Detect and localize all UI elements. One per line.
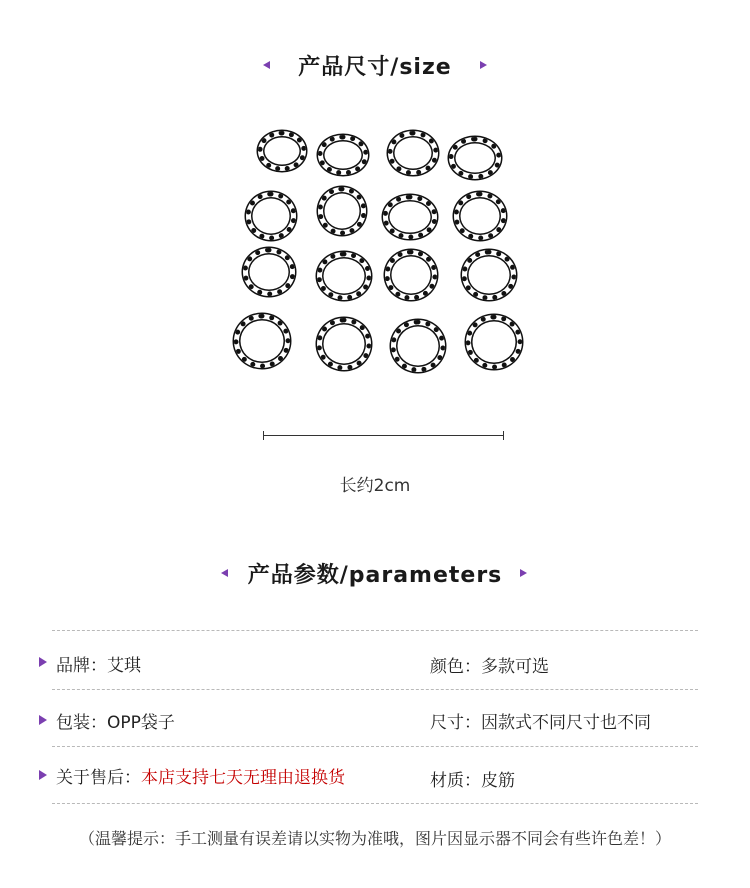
hair-tie: [385, 250, 437, 300]
hair-tie: [383, 195, 437, 239]
size-value: 因款式不同尺寸也不同: [481, 713, 651, 733]
hair-tie: [317, 318, 371, 370]
ruler-tick-left: [263, 431, 264, 440]
ruler-label: 长约2cm: [339, 476, 411, 496]
hair-tie: [466, 315, 522, 369]
material-param: [430, 766, 515, 791]
hair-tie: [388, 131, 438, 175]
brand-param: [56, 651, 141, 676]
ruler-tick-right: [503, 431, 504, 440]
color-label: 颜色：: [430, 657, 481, 677]
aftersale-value: 本店支持七天无理由退换货: [141, 768, 345, 788]
hair-tie: [454, 192, 506, 240]
measurement-note: （温馨提示：手工测量有误差请以实物为准哦，图片因显示器不同会有些许色差！）: [78, 829, 671, 848]
packaging-param: [56, 708, 175, 733]
material-label: 材质：: [430, 771, 481, 791]
product-image: [0, 0, 750, 400]
brand-value: 艾琪: [107, 656, 141, 676]
divider: [52, 630, 698, 631]
bullet-triangle-icon: [39, 770, 47, 780]
divider: [52, 746, 698, 747]
material-value: 皮筋: [481, 771, 515, 791]
size-section-title: 产品尺寸/size: [298, 55, 452, 80]
size-ruler: [263, 435, 504, 436]
color-param: [430, 652, 549, 677]
color-value: 多款可选: [481, 657, 549, 677]
parameters-section-title: 产品参数/parameters: [247, 563, 503, 588]
divider: [52, 689, 698, 690]
packaging-value: OPP袋子: [107, 713, 175, 733]
hair-tie: [246, 192, 296, 240]
bullet-triangle-icon: [39, 657, 47, 667]
hair-tie: [318, 135, 368, 175]
hair-tie: [234, 314, 290, 368]
hair-tie: [318, 187, 366, 235]
size-param: [430, 708, 651, 733]
hair-tie: [243, 248, 295, 296]
hair-tie: [258, 131, 306, 171]
hair-tie: [462, 250, 516, 300]
hair-tie: [449, 137, 501, 179]
aftersale-label: 关于售后：: [56, 768, 141, 788]
brand-label: 品牌：: [56, 656, 107, 676]
hair-tie: [317, 252, 371, 300]
divider: [52, 803, 698, 804]
size-label: 尺寸：: [430, 713, 481, 733]
hair-tie: [391, 320, 445, 372]
triangle-right-icon: [520, 569, 527, 577]
aftersale-param: [56, 763, 345, 788]
bullet-triangle-icon: [39, 715, 47, 725]
packaging-label: 包装：: [56, 713, 107, 733]
